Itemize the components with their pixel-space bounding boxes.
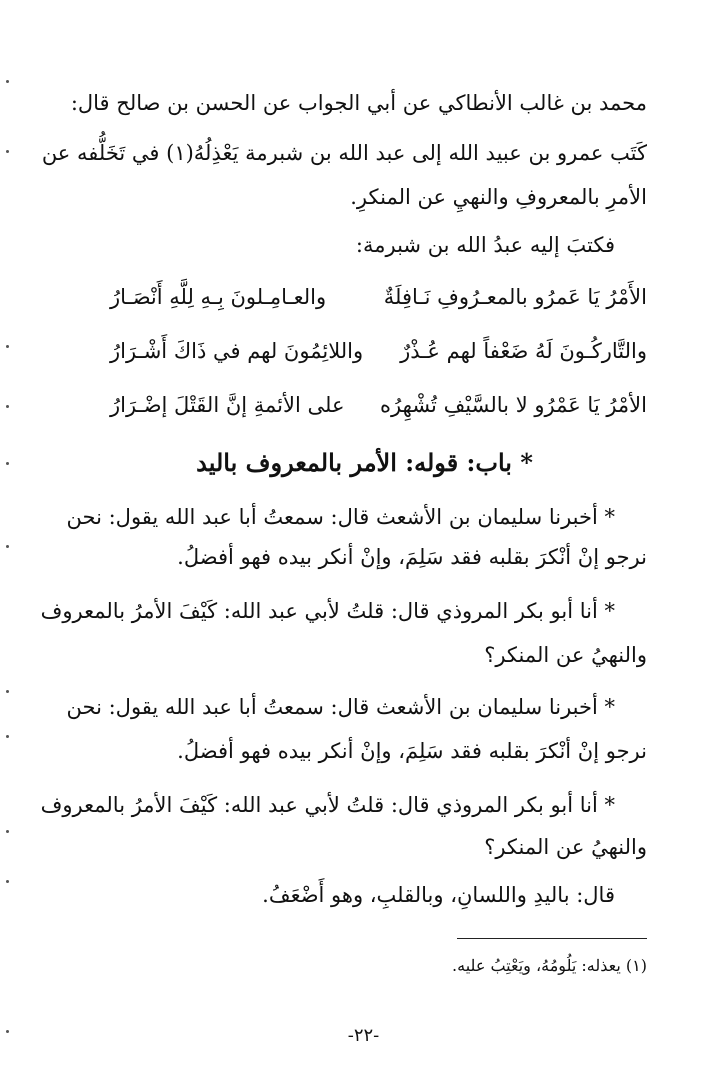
scan-speck [6,735,9,738]
scan-speck [6,462,9,465]
scan-speck [6,1030,9,1033]
poem-verse-1-first-half: الأَمْرُ يَا عَمرُو بالمعـرُوفِ نَـافِلَةٌ [383,285,647,309]
footnote: (١) يعذله: يَلُومُهُ، ويَعْتِبُ عليه. [452,956,647,975]
scan-speck [6,345,9,348]
paragraph-1-line-1: * أخبرنا سليمان بن الأشعث قال: سمعتُ أبا عبد الله يقول: نحن [66,505,615,529]
section-heading: * باب: قوله: الأمر بالمعروف باليد [196,448,533,477]
intro-line-4: فكتبَ إليه عبدُ الله بن شبرمة: [355,233,615,257]
scan-speck [6,80,9,83]
scan-speck [6,880,9,883]
paragraph-3-line-2: نرجو إنْ أنْكرَ بقلبه فقد سَلِمَ، وإنْ أنكر بيده فهو أفضلُ. [177,739,647,763]
scan-speck [6,150,9,153]
intro-line-3: الأمرِ بالمعروفِ والنهيِ عن المنكرِ. [350,185,647,209]
answer-line: قال: باليدِ واللسانِ، وبالقلبِ، وهو أَضْعَفُ. [262,883,615,907]
page-number: -٢٢- [347,1025,380,1046]
scan-speck [6,405,9,408]
poem-verse-3-second-half: على الأئمةِ إنَّ القَتْلَ إضْـرَارُ [110,393,345,417]
poem-verse-1-second-half: والعـامِـلونَ بِـهِ لِلَّهِ أَنْصَـارُ [110,285,327,309]
footnote-separator [457,938,647,939]
paragraph-2-line-1: * أنا أبو بكر المروذي قال: قلتُ لأبي عبد الله: كَيْفَ الأمرُ بالمعروف [40,599,615,623]
scan-speck [6,545,9,548]
paragraph-4-line-1: * أنا أبو بكر المروذي قال: قلتُ لأبي عبد الله: كَيْفَ الأمرُ بالمعروف [40,793,615,817]
paragraph-3-line-1: * أخبرنا سليمان بن الأشعث قال: سمعتُ أبا عبد الله يقول: نحن [66,695,615,719]
poem-verse-2-second-half: واللائِمُونَ لهم في ذَاكَ أَشْـرَارُ [110,339,364,363]
paragraph-4-line-2: والنهيُ عن المنكر؟ [484,835,647,859]
paragraph-1-line-2: نرجو إنْ أنْكرَ بقلبه فقد سَلِمَ، وإنْ أنكر بيده فهو أفضلُ. [177,545,647,569]
intro-line-2: كَتَب عمرو بن عبيد الله إلى عبد الله بن شبرمة يَعْذِلُهُ(١) في تَخَلُّفه عن [41,141,647,165]
poem-verse-3-first-half: الأمْرُ يَا عَمْرُو لا بالسَّيْفِ تُشْهِرُه [380,393,647,417]
scan-speck [6,830,9,833]
paragraph-2-line-2: والنهيُ عن المنكر؟ [484,643,647,667]
scan-speck [6,690,9,693]
poem-verse-2-first-half: والتَّاركُـونَ لَهُ ضَعْفاً لهم عُـذْرٌ [400,339,647,363]
intro-line-1: محمد بن غالب الأنطاكي عن أبي الجواب عن الحسن بن صالح قال: [70,91,647,115]
